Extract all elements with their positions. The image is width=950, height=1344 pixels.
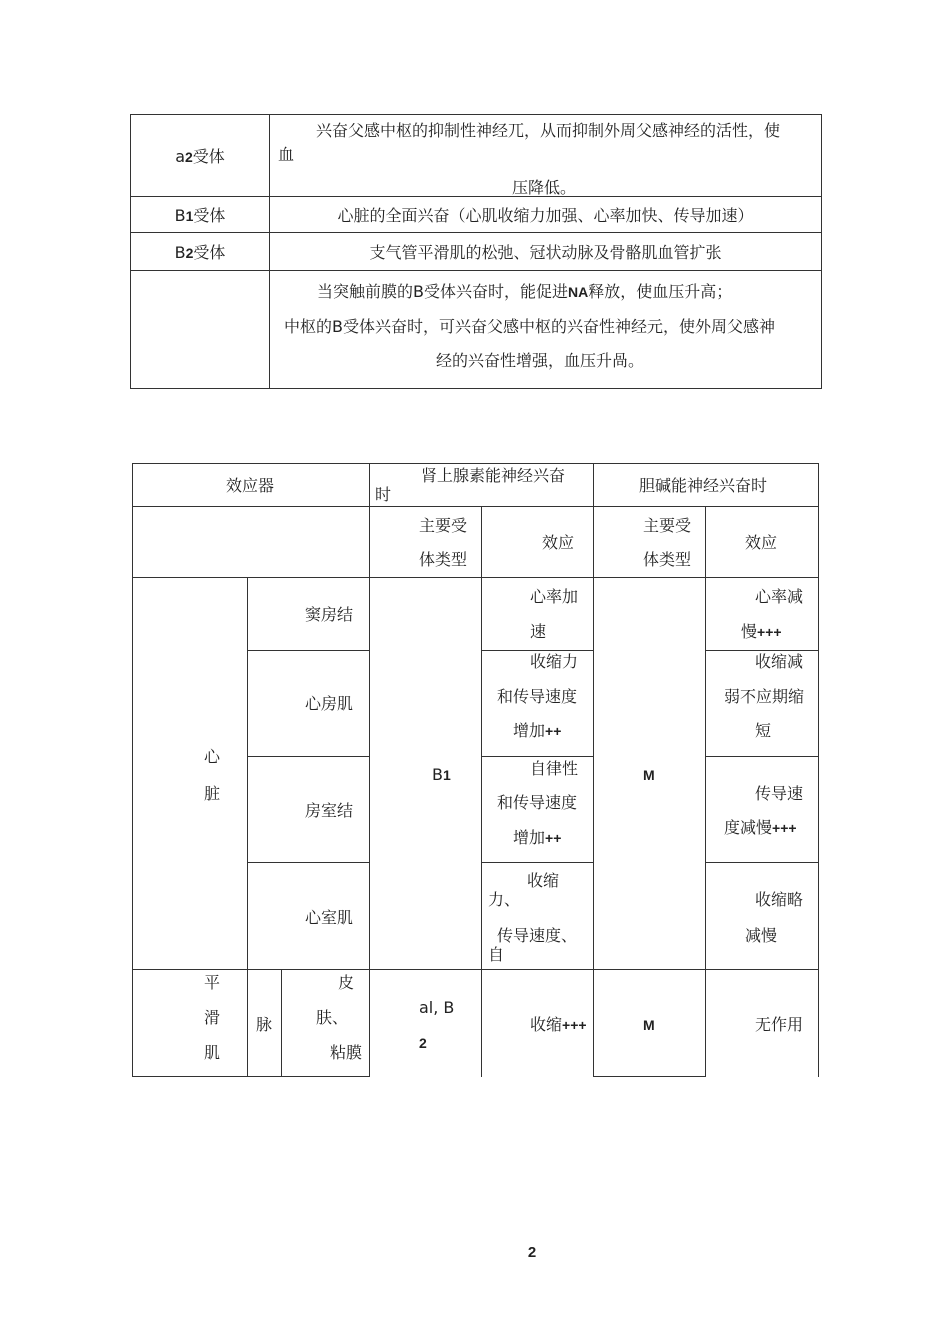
header-cholinergic: 胆碱能神经兴奋时	[639, 476, 768, 495]
label-suffix: 受体	[192, 147, 225, 166]
effect-av-cho-1: 传导速	[755, 784, 804, 803]
header-adrenergic: 肾上腺素能神经兴奋	[421, 466, 566, 485]
rule	[481, 862, 593, 863]
desc-line-3: 压降低。	[512, 178, 577, 197]
smooth-adr-effect	[530, 1015, 587, 1035]
effect-intensity: +++	[772, 820, 797, 836]
effect-atrium-adr-1: 收缩力	[530, 652, 579, 671]
receptor-number: 1	[442, 767, 451, 783]
rule	[481, 650, 593, 651]
vessel-label: 脉	[256, 1015, 273, 1034]
organ-smooth-2: 滑	[204, 1008, 221, 1027]
organ-smooth-1: 平	[204, 973, 221, 992]
desc-line-1: 兴奋父感中枢的抑制性神经兀，从而抑制外周父感神经的活性，使	[316, 121, 781, 140]
desc-line-3: 经的兴奋性增强，血压升咼。	[436, 351, 645, 370]
effect-atrium-adr-2: 和传导速度	[497, 687, 578, 706]
effect-text: 增加	[513, 721, 546, 740]
rule	[818, 463, 819, 1077]
effect-ventricle-adr-4: 自	[488, 945, 505, 964]
effect-av-adr-2: 和传导速度	[497, 793, 578, 812]
smooth-adr-receptor-1: al, B	[419, 998, 455, 1017]
effect-intensity: +++	[757, 624, 782, 640]
effect-av-adr-1: 自律性	[530, 759, 579, 778]
effect-intensity: ++	[545, 723, 562, 739]
subheader-receptor-cho-2: 体类型	[643, 550, 692, 569]
rule	[481, 506, 482, 1077]
tissue-skin-1: 皮	[338, 973, 355, 992]
organ-heart-1: 心	[204, 747, 221, 766]
rule	[247, 862, 369, 863]
receptor-desc-b2: 支气管平滑肌的松弛、冠状动脉及骨骼肌血管扩张	[270, 233, 822, 271]
rule	[132, 463, 133, 1077]
effect-sa-adr-1: 心率加	[530, 587, 579, 606]
effect-ventricle-adr-1: 收缩	[527, 871, 560, 890]
rule	[705, 650, 819, 651]
smooth-cho-receptor: M	[643, 1017, 655, 1033]
heart-cho-receptor: M	[643, 767, 655, 783]
effect-atrium-adr-3	[513, 721, 561, 741]
rule	[481, 756, 593, 757]
label-suffix: 受体	[193, 243, 226, 262]
rule	[593, 463, 594, 1077]
organ-heart-2: 脏	[204, 784, 221, 803]
tissue-skin-2: 肤、	[316, 1008, 349, 1027]
rule	[281, 969, 282, 1077]
desc-line-2: 血	[278, 145, 295, 164]
structure-av-node: 房室结	[305, 801, 354, 820]
rule	[132, 969, 819, 970]
smooth-adr-receptor-2: 2	[419, 1035, 427, 1051]
effect-text: 收缩	[530, 1015, 563, 1034]
structure-sinoatrial: 窦房结	[305, 605, 354, 624]
rule	[132, 577, 819, 578]
effect-av-adr-3	[513, 828, 561, 848]
desc-line-2: 中枢的Β受体兴奋时，可兴奋父感中枢的兴奋性神经元，使外周父感神	[284, 317, 775, 336]
effect-ventricle-adr-2: 力、	[488, 890, 521, 909]
effect-ventricle-cho-1: 收缩略	[755, 890, 804, 909]
rule	[132, 463, 819, 464]
smooth-cho-effect: 无作用	[755, 1015, 804, 1034]
heart-adr-receptor	[432, 765, 451, 785]
rule	[132, 1076, 369, 1077]
label-suffix: 受体	[193, 206, 226, 225]
effect-atrium-cho-3: 短	[755, 721, 772, 740]
label-number: 2	[185, 149, 193, 165]
rule	[247, 650, 369, 651]
label-prefix: B	[174, 243, 186, 262]
receptor-desc-b1: 心脏的全面兴奋（心肌收缩力加强、心率加快、传导加速）	[270, 197, 822, 233]
effect-ventricle-adr-3: 传导速度、	[497, 926, 578, 945]
label-prefix: a	[175, 147, 185, 166]
desc-line-1-bold: NA	[567, 284, 589, 300]
effect-sa-adr-2: 速	[530, 622, 547, 641]
rule	[593, 1076, 705, 1077]
desc-line-1-post: 释放，使血压升高；	[588, 282, 733, 301]
effect-atrium-cho-2: 弱不应期缩	[724, 687, 805, 706]
rule	[369, 463, 370, 1077]
effect-text: 度减慢	[724, 818, 773, 837]
rule	[132, 506, 819, 507]
label-number: 1	[185, 208, 194, 224]
header-effector: 效应器	[226, 476, 275, 495]
structure-atrium: 心房肌	[305, 694, 354, 713]
effect-text: 增加	[513, 828, 546, 847]
effect-intensity: ++	[545, 830, 562, 846]
rule	[705, 756, 819, 757]
effect-sa-cho-1: 心率减	[755, 587, 804, 606]
rule	[705, 506, 706, 1077]
organ-smooth-3: 肌	[204, 1043, 221, 1062]
effect-atrium-cho-1: 收缩减	[755, 652, 804, 671]
subheader-receptor-cho: 主要受	[643, 516, 692, 535]
effect-av-cho-2	[724, 818, 797, 838]
effect-intensity: +++	[562, 1017, 587, 1033]
subheader-receptor-adr: 主要受	[419, 516, 468, 535]
effect-ventricle-cho-2: 减慢	[745, 926, 778, 945]
header-adrenergic-suffix: 时	[375, 485, 392, 504]
receptor-letter: B	[432, 765, 443, 784]
subheader-effect-adr: 效应	[542, 533, 575, 552]
effect-sa-cho-2	[741, 622, 782, 642]
rule	[705, 862, 819, 863]
desc-line-1-pre: 当突触前膜的Β受体兴奋时，能促进	[317, 282, 568, 301]
rule	[247, 577, 248, 1077]
tissue-skin-3: 粘膜	[330, 1043, 363, 1062]
structure-ventricle: 心室肌	[305, 908, 354, 927]
page-number: 2	[527, 1244, 537, 1261]
label-prefix: B	[174, 206, 186, 225]
label-number: 2	[185, 245, 194, 261]
effect-text: 慢	[741, 622, 758, 641]
subheader-receptor-adr-2: 体类型	[419, 550, 468, 569]
rule	[247, 756, 369, 757]
subheader-effect-cho: 效应	[745, 533, 778, 552]
